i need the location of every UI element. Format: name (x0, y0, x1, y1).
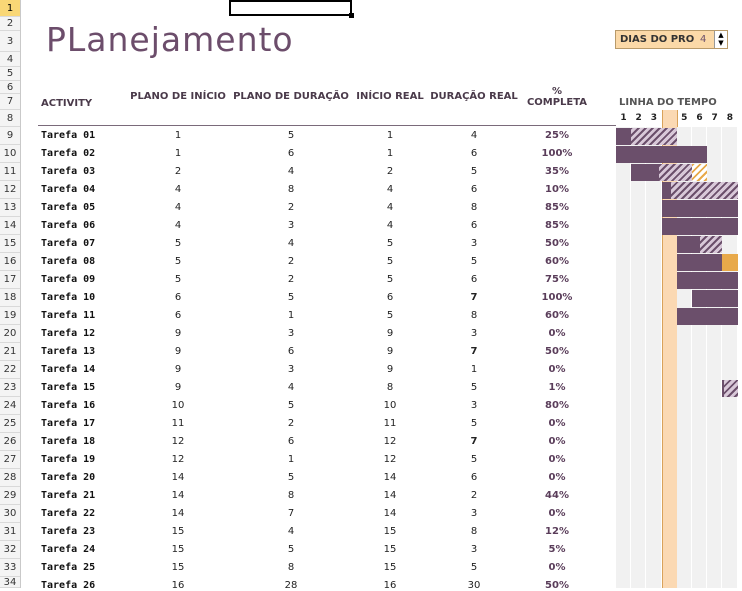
row-number[interactable]: 4 (0, 52, 20, 67)
plano-inicio-cell[interactable]: 15 (171, 562, 185, 573)
pct-completa-cell[interactable]: 0% (548, 328, 566, 339)
row-number[interactable]: 2 (0, 17, 20, 31)
plano-duracao-cell[interactable]: 2 (287, 202, 295, 213)
duracao-real-cell[interactable]: 5 (470, 562, 478, 573)
timeline-column (631, 127, 645, 588)
plano-inicio-cell[interactable]: 5 (174, 256, 182, 267)
pct-completa-cell[interactable]: 35% (545, 166, 569, 177)
gantt-complete-bar (662, 218, 738, 235)
pct-completa-cell[interactable]: 0% (548, 454, 566, 465)
plano-duracao-cell[interactable]: 5 (287, 400, 295, 411)
gantt-complete-bar (677, 308, 738, 325)
pct-completa-cell[interactable]: 100% (541, 292, 573, 303)
plano-inicio-cell[interactable]: 4 (174, 220, 182, 231)
inicio-real-cell[interactable]: 15 (383, 562, 397, 573)
duracao-real-cell[interactable]: 7 (470, 346, 478, 357)
inicio-real-cell[interactable]: 8 (386, 382, 394, 393)
plano-duracao-cell[interactable]: 1 (287, 310, 295, 321)
pct-completa-cell[interactable]: 60% (545, 256, 569, 267)
row-number[interactable]: 28 (0, 469, 20, 487)
plano-inicio-cell[interactable]: 14 (171, 508, 185, 519)
plano-inicio-cell[interactable]: 6 (174, 310, 182, 321)
pct-completa-cell[interactable]: 85% (545, 220, 569, 231)
row-number[interactable]: 3 (0, 31, 20, 52)
row-number[interactable]: 33 (0, 559, 20, 577)
pct-completa-cell[interactable]: 44% (545, 490, 569, 501)
activity-name[interactable]: Tarefa 22 (41, 508, 96, 519)
gantt-complete-bar (616, 146, 707, 163)
row-number[interactable]: 26 (0, 433, 20, 451)
duracao-real-cell[interactable]: 3 (470, 400, 478, 411)
gantt-overrun-bar (692, 164, 707, 181)
plano-duracao-cell[interactable]: 5 (287, 472, 295, 483)
plano-inicio-cell[interactable]: 9 (174, 328, 182, 339)
row-number[interactable]: 13 (0, 199, 20, 217)
duracao-real-cell[interactable]: 8 (470, 526, 478, 537)
plano-duracao-cell[interactable]: 6 (287, 148, 295, 159)
spin-up-icon[interactable]: ▲ (718, 31, 724, 39)
duracao-real-cell[interactable]: 1 (470, 364, 478, 375)
pct-completa-cell[interactable]: 75% (545, 274, 569, 285)
plano-inicio-cell[interactable]: 5 (174, 274, 182, 285)
inicio-real-cell[interactable]: 9 (386, 364, 394, 375)
inicio-real-cell[interactable]: 9 (386, 346, 394, 357)
header-pct-symbol: % (551, 86, 563, 97)
plano-inicio-cell[interactable]: 12 (171, 436, 185, 447)
plano-inicio-cell[interactable]: 14 (171, 490, 185, 501)
fill-handle[interactable] (349, 13, 354, 18)
inicio-real-cell[interactable]: 14 (383, 508, 397, 519)
gantt-overrun-bar (722, 254, 737, 271)
period-spinner[interactable] (615, 30, 728, 49)
row-number[interactable]: 7 (0, 94, 20, 110)
pct-completa-cell[interactable]: 1% (548, 382, 566, 393)
plano-duracao-cell[interactable]: 5 (287, 544, 295, 555)
plano-inicio-cell[interactable]: 6 (174, 292, 182, 303)
header-plano-duracao: PLANO DE DURAÇÃO (233, 91, 349, 102)
pct-completa-cell[interactable]: 25% (545, 130, 569, 141)
activity-name[interactable]: Tarefa 01 (41, 130, 96, 141)
row-number[interactable]: 17 (0, 271, 20, 289)
gantt-complete-bar (677, 236, 700, 253)
gantt-complete-bar (631, 164, 658, 181)
spin-down-icon[interactable]: ▼ (718, 39, 724, 47)
activity-name[interactable]: Tarefa 17 (41, 418, 96, 429)
plano-duracao-cell[interactable]: 28 (284, 580, 298, 591)
gantt-actual-remaining (662, 182, 738, 199)
timeline-day-number: 5 (681, 113, 688, 123)
plano-inicio-cell[interactable]: 15 (171, 544, 185, 555)
plano-duracao-cell[interactable]: 1 (287, 454, 295, 465)
row-number[interactable]: 6 (0, 81, 20, 94)
selected-cell[interactable] (229, 0, 352, 16)
row-number[interactable]: 18 (0, 289, 20, 307)
activity-name[interactable]: Tarefa 02 (41, 148, 96, 159)
plano-duracao-cell[interactable]: 2 (287, 418, 295, 429)
inicio-real-cell[interactable]: 2 (386, 166, 394, 177)
plano-duracao-cell[interactable]: 4 (287, 526, 295, 537)
inicio-real-cell[interactable]: 4 (386, 220, 394, 231)
inicio-real-cell[interactable]: 15 (383, 544, 397, 555)
plano-inicio-cell[interactable]: 10 (171, 400, 185, 411)
inicio-real-cell[interactable]: 12 (383, 454, 397, 465)
activity-name[interactable]: Tarefa 19 (41, 454, 96, 465)
activity-name[interactable]: Tarefa 20 (41, 472, 96, 483)
activity-name[interactable]: Tarefa 24 (41, 544, 96, 555)
pct-completa-cell[interactable]: 80% (545, 400, 569, 411)
timeline-column (646, 127, 660, 588)
period-label: DIAS DO PRO (620, 34, 695, 45)
activity-name[interactable]: Tarefa 15 (41, 382, 96, 393)
plano-duracao-cell[interactable]: 3 (287, 364, 295, 375)
inicio-real-cell[interactable]: 16 (383, 580, 397, 591)
row-number[interactable]: 29 (0, 487, 20, 505)
duracao-real-cell[interactable]: 5 (470, 382, 478, 393)
duracao-real-cell[interactable]: 5 (470, 418, 478, 429)
header-inicio-real: INÍCIO REAL (356, 91, 424, 102)
duracao-real-cell[interactable]: 6 (470, 472, 478, 483)
timeline-day-number: 7 (711, 113, 718, 123)
plano-inicio-cell[interactable]: 1 (174, 148, 182, 159)
spin-buttons[interactable] (714, 31, 727, 48)
duracao-real-cell[interactable]: 30 (467, 580, 481, 591)
row-number[interactable]: 12 (0, 181, 20, 199)
inicio-real-cell[interactable]: 14 (383, 472, 397, 483)
plano-inicio-cell[interactable]: 16 (171, 580, 185, 591)
row-number[interactable]: 9 (0, 127, 20, 145)
duracao-real-cell[interactable]: 3 (470, 238, 478, 249)
plano-duracao-cell[interactable]: 3 (287, 220, 295, 231)
period-value[interactable]: 4 (700, 34, 707, 45)
activity-name[interactable]: Tarefa 21 (41, 490, 96, 501)
activity-name[interactable]: Tarefa 13 (41, 346, 96, 357)
row-number[interactable]: 14 (0, 217, 20, 235)
inicio-real-cell[interactable]: 12 (383, 436, 397, 447)
row-number[interactable]: 34 (0, 577, 20, 588)
plano-duracao-cell[interactable]: 8 (287, 490, 295, 501)
plano-inicio-cell[interactable]: 4 (174, 202, 182, 213)
timeline-day-number: 8 (726, 113, 734, 123)
plano-duracao-cell[interactable]: 7 (287, 508, 295, 519)
plano-inicio-cell[interactable]: 12 (171, 454, 185, 465)
plano-duracao-cell[interactable]: 2 (287, 256, 295, 267)
plano-duracao-cell[interactable]: 4 (287, 166, 295, 177)
plano-duracao-cell[interactable]: 6 (287, 346, 295, 357)
header-timeline: LINHA DO TEMPO (619, 97, 717, 108)
activity-name[interactable]: Tarefa 09 (41, 274, 96, 285)
inicio-real-cell[interactable]: 9 (386, 328, 394, 339)
timeline-day-number: 6 (696, 113, 703, 123)
activity-name[interactable]: Tarefa 26 (41, 580, 96, 591)
inicio-real-cell[interactable]: 5 (386, 238, 394, 249)
activity-name[interactable]: Tarefa 05 (41, 202, 96, 213)
row-number[interactable]: 25 (0, 415, 20, 433)
duracao-real-cell[interactable]: 7 (470, 436, 478, 447)
activity-name[interactable]: Tarefa 14 (41, 364, 96, 375)
row-number[interactable]: 11 (0, 163, 20, 181)
duracao-real-cell[interactable]: 6 (470, 220, 478, 231)
duracao-real-cell[interactable]: 6 (470, 274, 478, 285)
pct-completa-cell[interactable]: 5% (548, 544, 566, 555)
inicio-real-cell[interactable]: 11 (383, 418, 397, 429)
plano-inicio-cell[interactable]: 5 (174, 238, 182, 249)
inicio-real-cell[interactable]: 6 (386, 292, 394, 303)
gantt-complete-bar (722, 380, 724, 397)
plano-inicio-cell[interactable]: 2 (174, 166, 182, 177)
inicio-real-cell[interactable]: 4 (386, 184, 394, 195)
inicio-real-cell[interactable]: 10 (383, 400, 397, 411)
duracao-real-cell[interactable]: 3 (470, 508, 478, 519)
gantt-actual-remaining (722, 380, 737, 397)
activity-name[interactable]: Tarefa 16 (41, 400, 96, 411)
row-number[interactable]: 8 (0, 110, 20, 127)
gantt-complete-bar (677, 254, 723, 271)
row-number[interactable]: 16 (0, 253, 20, 271)
row-header-column (0, 0, 21, 588)
row-number[interactable]: 30 (0, 505, 20, 523)
plano-duracao-cell[interactable]: 8 (287, 562, 295, 573)
activity-name[interactable]: Tarefa 25 (41, 562, 96, 573)
activity-name[interactable]: Tarefa 03 (41, 166, 96, 177)
plano-duracao-cell[interactable]: 4 (287, 238, 295, 249)
pct-completa-cell[interactable]: 12% (545, 526, 569, 537)
duracao-real-cell[interactable]: 7 (470, 292, 478, 303)
pct-completa-cell[interactable]: 0% (548, 364, 566, 375)
inicio-real-cell[interactable]: 1 (386, 130, 394, 141)
header-pct-completa: COMPLETA (526, 97, 588, 108)
pct-completa-cell[interactable]: 60% (545, 310, 569, 321)
plano-duracao-cell[interactable]: 5 (287, 130, 295, 141)
row-number[interactable]: 22 (0, 361, 20, 379)
row-number[interactable]: 31 (0, 523, 20, 541)
plano-inicio-cell[interactable]: 9 (174, 382, 182, 393)
plano-duracao-cell[interactable]: 5 (287, 292, 295, 303)
inicio-real-cell[interactable]: 1 (386, 148, 394, 159)
inicio-real-cell[interactable]: 5 (386, 274, 394, 285)
timeline-column (616, 127, 630, 588)
activity-name[interactable]: Tarefa 18 (41, 436, 96, 447)
duracao-real-cell[interactable]: 8 (470, 310, 478, 321)
duracao-real-cell[interactable]: 2 (470, 490, 478, 501)
plano-inicio-cell[interactable]: 9 (174, 364, 182, 375)
plano-inicio-cell[interactable]: 4 (174, 184, 182, 195)
pct-completa-cell[interactable]: 50% (545, 580, 569, 591)
header-activity: ACTIVITY (41, 98, 93, 109)
pct-completa-cell[interactable]: 85% (545, 202, 569, 213)
plano-inicio-cell[interactable]: 9 (174, 346, 182, 357)
gantt-complete-bar (692, 290, 738, 307)
activity-name[interactable]: Tarefa 23 (41, 526, 96, 537)
inicio-real-cell[interactable]: 4 (386, 202, 394, 213)
timeline-day-number: 3 (650, 113, 658, 123)
duracao-real-cell[interactable]: 8 (470, 202, 478, 213)
duracao-real-cell[interactable]: 3 (470, 544, 478, 555)
pct-completa-cell[interactable]: 50% (545, 346, 569, 357)
plano-duracao-cell[interactable]: 3 (287, 328, 295, 339)
header-duracao-real: DURAÇÃO REAL (430, 91, 518, 102)
activity-name[interactable]: Tarefa 04 (41, 184, 96, 195)
pct-completa-cell[interactable]: 0% (548, 508, 566, 519)
row-number[interactable]: 23 (0, 379, 20, 397)
row-number[interactable]: 21 (0, 343, 20, 361)
duracao-real-cell[interactable]: 5 (470, 166, 478, 177)
pct-completa-cell[interactable]: 50% (545, 238, 569, 249)
duracao-real-cell[interactable]: 3 (470, 328, 478, 339)
duracao-real-cell[interactable]: 6 (470, 148, 478, 159)
activity-name[interactable]: Tarefa 08 (41, 256, 96, 267)
inicio-real-cell[interactable]: 5 (386, 256, 394, 267)
plano-duracao-cell[interactable]: 8 (287, 184, 295, 195)
row-number[interactable]: 1 (0, 0, 20, 17)
plano-duracao-cell[interactable]: 2 (287, 274, 295, 285)
header-plano-inicio: PLANO DE INÍCIO (130, 91, 226, 102)
gantt-complete-bar (662, 182, 671, 199)
timeline-day-number: 1 (620, 113, 627, 123)
pct-completa-cell[interactable]: 0% (548, 436, 566, 447)
pct-completa-cell[interactable]: 0% (548, 472, 566, 483)
duracao-real-cell[interactable]: 4 (470, 130, 478, 141)
inicio-real-cell[interactable]: 15 (383, 526, 397, 537)
gantt-complete-bar (677, 272, 738, 289)
activity-name[interactable]: Tarefa 07 (41, 238, 96, 249)
plano-inicio-cell[interactable]: 14 (171, 472, 185, 483)
row-number[interactable]: 10 (0, 145, 20, 163)
inicio-real-cell[interactable]: 5 (386, 310, 394, 321)
duracao-real-cell[interactable]: 6 (470, 184, 478, 195)
row-number[interactable]: 15 (0, 235, 20, 253)
activity-name[interactable]: Tarefa 10 (41, 292, 96, 303)
timeline-day-number: 2 (635, 113, 642, 123)
inicio-real-cell[interactable]: 14 (383, 490, 397, 501)
pct-completa-cell[interactable]: 100% (541, 148, 573, 159)
duracao-real-cell[interactable]: 5 (470, 454, 478, 465)
page-title: PLanejamento (46, 20, 294, 59)
pct-completa-cell[interactable]: 10% (545, 184, 569, 195)
activity-name[interactable]: Tarefa 12 (41, 328, 96, 339)
pct-completa-cell[interactable]: 0% (548, 418, 566, 429)
plano-inicio-cell[interactable]: 11 (171, 418, 185, 429)
row-number[interactable]: 32 (0, 541, 20, 559)
pct-completa-cell[interactable]: 0% (548, 562, 566, 573)
header-divider (38, 125, 616, 126)
plano-duracao-cell[interactable]: 4 (287, 382, 295, 393)
plano-inicio-cell[interactable]: 15 (171, 526, 185, 537)
row-number[interactable]: 20 (0, 325, 20, 343)
activity-name[interactable]: Tarefa 06 (41, 220, 96, 231)
duracao-real-cell[interactable]: 5 (470, 256, 478, 267)
row-number[interactable]: 19 (0, 307, 20, 325)
row-number[interactable]: 5 (0, 67, 20, 81)
gantt-complete-bar (616, 128, 631, 145)
row-number[interactable]: 27 (0, 451, 20, 469)
gantt-complete-bar (662, 200, 738, 217)
row-number[interactable]: 24 (0, 397, 20, 415)
plano-duracao-cell[interactable]: 6 (287, 436, 295, 447)
activity-name[interactable]: Tarefa 11 (41, 310, 96, 321)
plano-inicio-cell[interactable]: 1 (174, 130, 182, 141)
